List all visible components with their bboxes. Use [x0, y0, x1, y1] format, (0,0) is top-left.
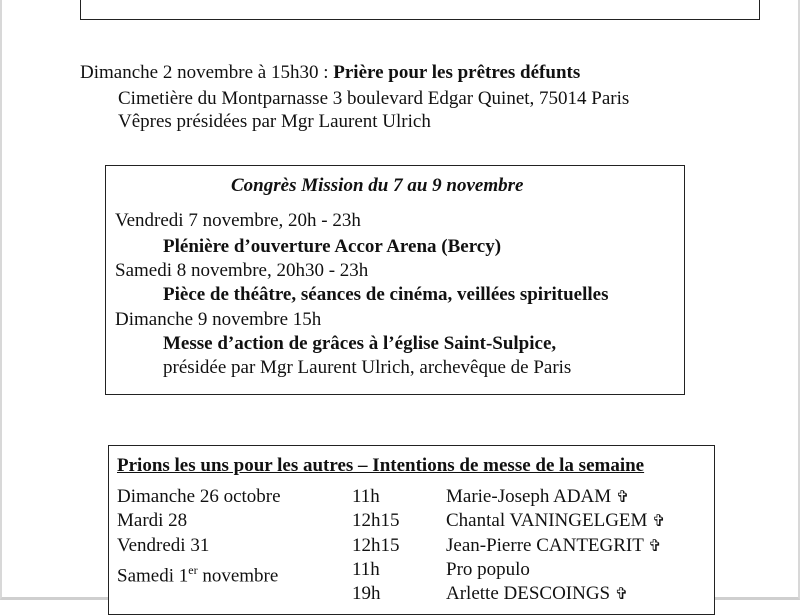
intention-name-2-text: Chantal VANINGELGEM	[446, 510, 648, 531]
congres-date-1: Vendredi 7 novembre, 20h - 23h	[115, 210, 361, 231]
intention-name-1-text: Marie-Joseph ADAM	[446, 486, 612, 507]
cross-icon: ✞	[615, 487, 630, 506]
intention-name-2	[446, 510, 666, 532]
intention-day-2: Mardi 28	[117, 510, 188, 531]
congres-mission-box	[105, 165, 685, 395]
top-box-partial	[80, 0, 760, 20]
cross-icon: ✞	[648, 536, 662, 555]
priere-heading	[80, 62, 580, 84]
congres-title: Congrès Mission du 7 au 9 novembre	[231, 175, 524, 196]
congres-date-2: Samedi 8 novembre, 20h30 - 23h	[115, 260, 369, 281]
cross-icon: ✞	[614, 584, 629, 603]
cross-icon: ✞	[652, 511, 666, 530]
intention-name-3-text: Jean-Pierre CANTEGRIT	[446, 535, 644, 556]
intention-name-3	[446, 535, 662, 557]
intention-name-4: Pro populo	[446, 559, 530, 580]
intention-day-4-text: Samedi 1	[117, 565, 189, 587]
intention-day-1: Dimanche 26 octobre	[117, 486, 281, 507]
congres-event-1: Plénière d’ouverture Accor Arena (Bercy)	[163, 236, 502, 257]
priere-date: Dimanche 2 novembre à 15h30 :	[80, 62, 329, 83]
priere-vepres: Vêpres présidées par Mgr Laurent Ulrich	[118, 111, 431, 132]
intention-day-3: Vendredi 31	[117, 535, 210, 556]
intention-time-5: 19h	[352, 583, 381, 604]
intentions-title: Prions les uns pour les autres – Intentions de messe de la semaine	[117, 455, 645, 476]
intention-time-3: 12h15	[352, 535, 400, 556]
intention-name-1	[446, 486, 629, 508]
priere-address: Cimetière du Montparnasse 3 boulevard Edgar Quinet, 75014 Paris	[118, 88, 630, 109]
intention-time-2: 12h15	[352, 510, 400, 531]
congres-event-3: Messe d’action de grâces à l’église Saint-Sulpice,	[163, 333, 557, 354]
intention-time-4: 11h	[352, 559, 380, 580]
intention-day-4	[117, 559, 278, 587]
intention-name-5-text: Arlette DESCOINGS	[446, 583, 611, 604]
priere-title: Prière pour les prêtres défunts	[333, 62, 581, 83]
intention-day-4-sup: er	[188, 563, 198, 577]
intention-name-5	[446, 583, 628, 605]
congres-event-3-detail: présidée par Mgr Laurent Ulrich, archevêque de Paris	[163, 357, 572, 378]
intention-time-1: 11h	[352, 486, 380, 507]
congres-date-3: Dimanche 9 novembre 15h	[115, 309, 322, 330]
congres-event-2: Pièce de théâtre, séances de cinéma, veillées spirituelles	[163, 284, 609, 305]
intentions-box	[108, 445, 715, 615]
intention-day-4-rest: novembre	[197, 565, 279, 587]
